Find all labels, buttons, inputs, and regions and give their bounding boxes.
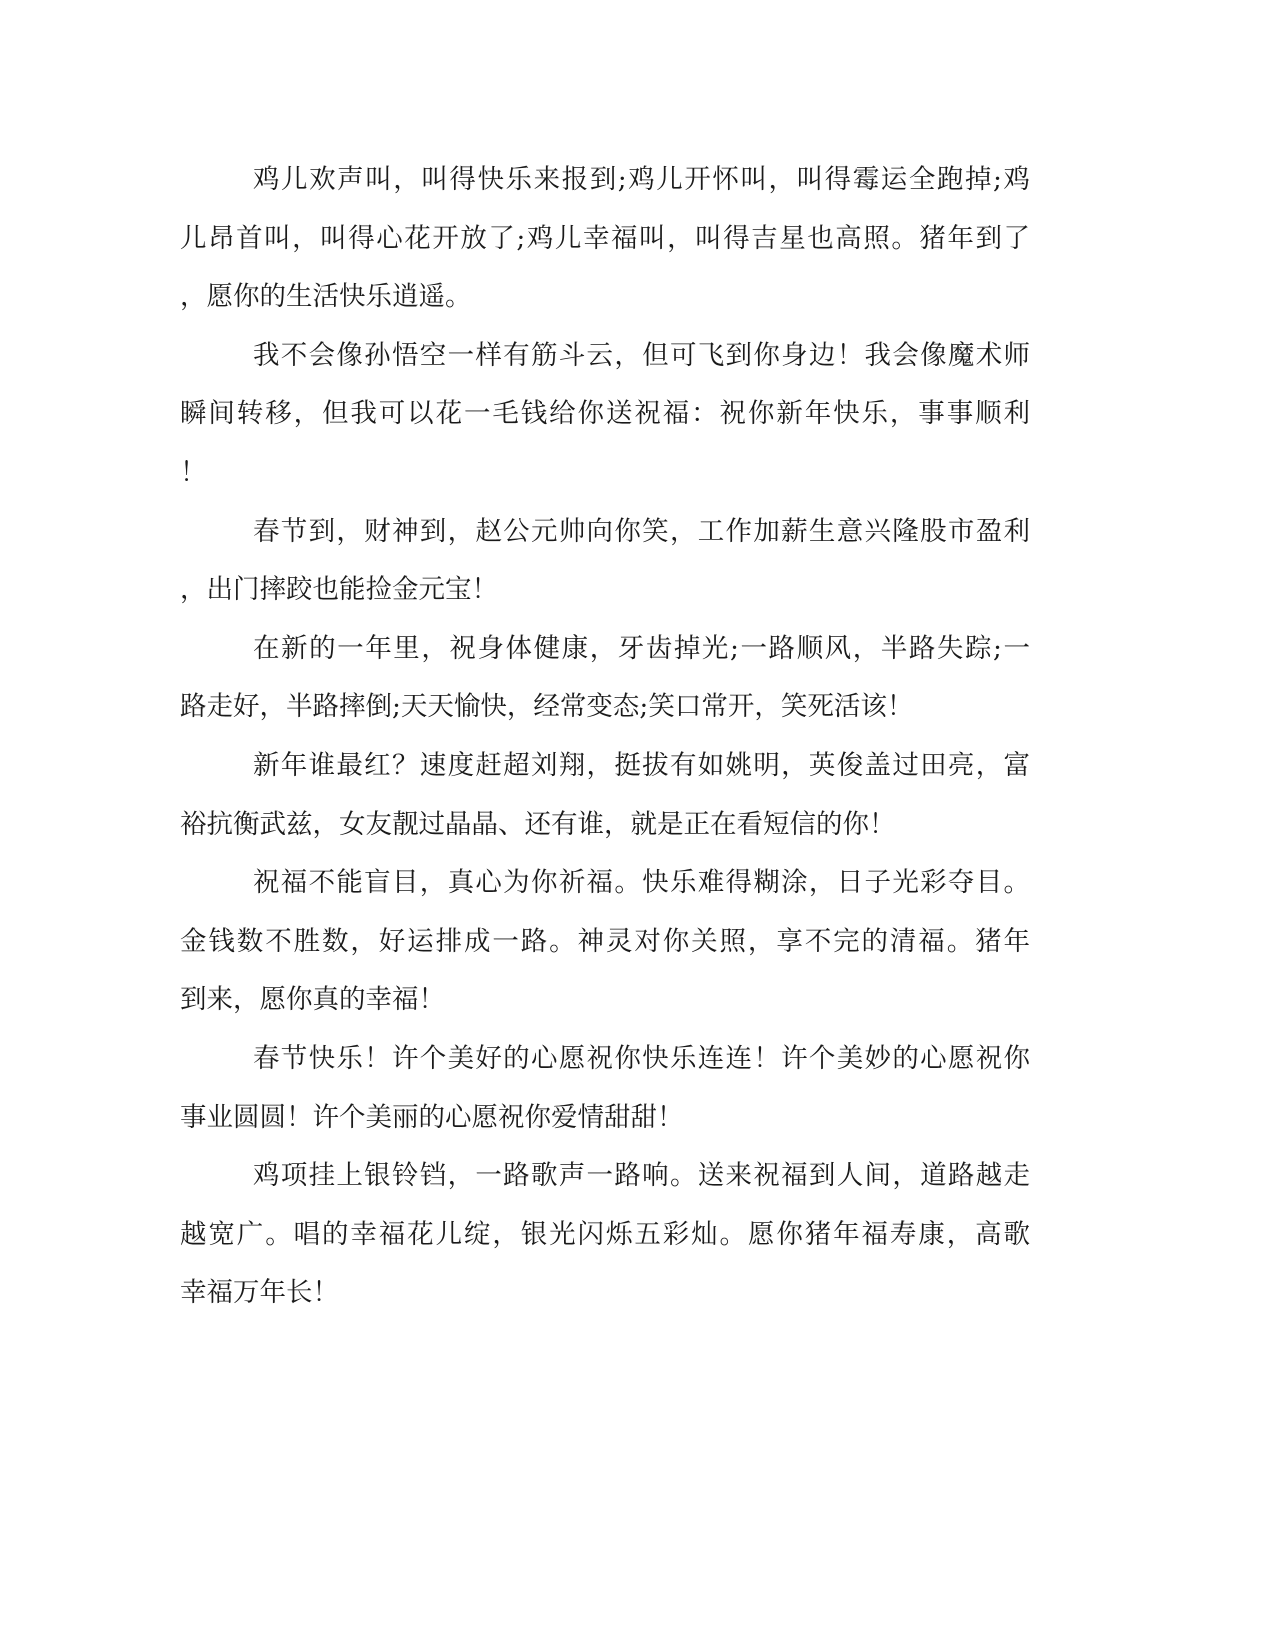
text-line: 金钱数不胜数，好运排成一路。神灵对你关照，享不完的清福。猪年 bbox=[180, 925, 1030, 957]
text-line: 鸡儿欢声叫，叫得快乐来报到;鸡儿开怀叫，叫得霉运全跑掉;鸡 bbox=[253, 164, 1030, 195]
text-line: 幸福万年长！ bbox=[180, 1277, 339, 1309]
text-line: 路走好，半路摔倒;天天愉快，经常变态;笑口常开，笑死活该！ bbox=[180, 691, 914, 723]
document-body bbox=[180, 151, 1030, 1323]
text-line: 裕抗衡武兹，女友靓过晶晶、还有谁，就是正在看短信的你！ bbox=[180, 808, 896, 840]
paragraph-2 bbox=[180, 327, 1030, 503]
text-line: 春节快乐！许个美好的心愿祝你快乐连连！许个美妙的心愿祝你 bbox=[253, 1042, 1030, 1074]
text-line: ，愿你的生活快乐逍遥。 bbox=[180, 281, 472, 313]
text-line: ！ bbox=[180, 456, 207, 488]
text-line: 鸡项挂上银铃铛，一路歌声一路响。送来祝福到人间，道路越走 bbox=[253, 1160, 1030, 1192]
text-line: 新年谁最红？速度赶超刘翔，挺拔有如姚明，英俊盖过田亮，富 bbox=[253, 749, 1030, 781]
paragraph-3 bbox=[180, 503, 1030, 620]
text-line: 春节到，财神到，赵公元帅向你笑，工作加薪生意兴隆股市盈利 bbox=[253, 515, 1030, 547]
text-line: 我不会像孙悟空一样有筋斗云，但可飞到你身边！我会像魔术师 bbox=[253, 339, 1030, 371]
text-line: ，出门摔跤也能捡金元宝！ bbox=[180, 574, 498, 606]
paragraph-6 bbox=[180, 854, 1030, 1030]
text-line: 瞬间转移，但我可以花一毛钱给你送祝福：祝你新年快乐，事事顺利 bbox=[180, 398, 1030, 430]
text-line: 在新的一年里，祝身体健康，牙齿掉光;一路顺风，半路失踪;一 bbox=[253, 632, 1030, 664]
text-line: 儿昂首叫，叫得心花开放了;鸡儿幸福叫，叫得吉星也高照。猪年到了 bbox=[180, 222, 1030, 254]
text-line: 越宽广。唱的幸福花儿绽，银光闪烁五彩灿。愿你猪年福寿康，高歌 bbox=[180, 1218, 1030, 1250]
text-line: 到来，愿你真的幸福！ bbox=[180, 984, 445, 1016]
text-line: 事业圆圆！许个美丽的心愿祝你爱情甜甜！ bbox=[180, 1101, 684, 1133]
paragraph-8 bbox=[180, 1147, 1030, 1323]
paragraph-7 bbox=[180, 1030, 1030, 1147]
paragraph-1 bbox=[180, 151, 1030, 327]
paragraph-5 bbox=[180, 737, 1030, 854]
text-line: 祝福不能盲目，真心为你祈福。快乐难得糊涂，日子光彩夺目。 bbox=[253, 867, 1030, 899]
paragraph-4 bbox=[180, 620, 1030, 737]
